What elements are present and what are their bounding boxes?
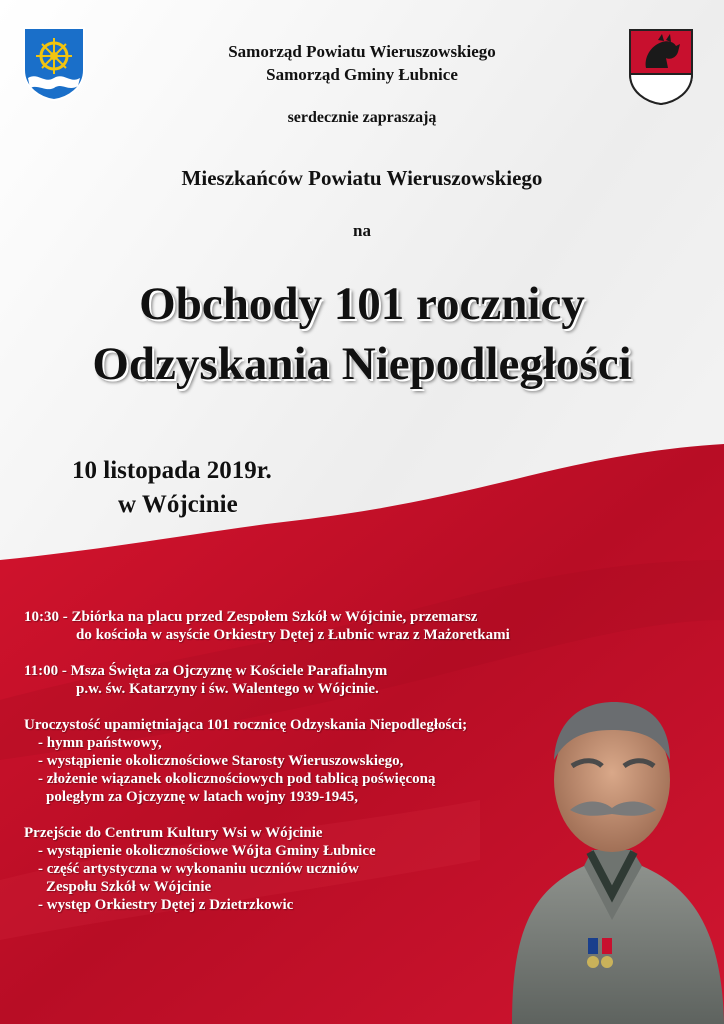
ceremony-item: - hymn państwowy, bbox=[38, 735, 162, 751]
transfer-item: - wystąpienie okolicznościowe Wójta Gminy Łubnice bbox=[38, 843, 376, 859]
program-item-1-line-1: 10:30 - Zbiórka na placu przed Zespołem Szkół w Wójcinie, przemarsz bbox=[24, 609, 478, 625]
event-location: w Wójcinie bbox=[118, 491, 238, 518]
organizer-line-1: Samorząd Powiatu Wieruszowskiego bbox=[228, 42, 496, 61]
ceremony-title: Uroczystość upamiętniająca 101 rocznicę Odzyskania Niepodległości; bbox=[24, 717, 468, 733]
program-item-2-line-1: 11:00 - Msza Święta za Ojczyznę w Kościele Parafialnym bbox=[24, 663, 388, 679]
ceremony-item: - wystąpienie okolicznościowe Starosty Wieruszowskiego, bbox=[38, 753, 404, 769]
transfer-title: Przejście do Centrum Kultury Wsi w Wójcinie bbox=[24, 825, 323, 841]
ceremony-item: - złożenie wiązanek okolicznościowych pod tablicą poświęconą bbox=[38, 771, 436, 787]
event-program bbox=[24, 608, 584, 914]
ceremony-item: poległym za Ojczyznę w latach wojny 1939-1945, bbox=[46, 789, 359, 805]
transfer-item: - część artystyczna w wykonaniu uczniów uczniów bbox=[38, 861, 359, 877]
transfer-item: - występ Orkiestry Dętej z Dzietrzkowic bbox=[38, 897, 294, 913]
program-item-2-line-2: p.w. św. Katarzyny i św. Walentego w Wójcinie. bbox=[76, 681, 379, 697]
event-title-line-1: Obchody 101 rocznicy bbox=[139, 278, 585, 330]
organizer-line-2: Samorząd Gminy Łubnice bbox=[266, 65, 458, 84]
program-item-1-line-2: do kościoła w asyście Orkiestry Dętej z Łubnic wraz z Mażoretkami bbox=[76, 627, 510, 643]
connector-text: na bbox=[353, 221, 371, 240]
transfer-item: Zespołu Szkół w Wójcinie bbox=[46, 879, 212, 895]
invited-guests: Mieszkańców Powiatu Wieruszowskiego bbox=[181, 166, 543, 190]
event-title-line-2: Odzyskania Niepodległości bbox=[92, 338, 632, 390]
wieruszow-county-crest-icon bbox=[22, 26, 86, 102]
invitation-text: serdecznie zapraszają bbox=[287, 109, 437, 126]
event-date: 10 listopada 2019r. bbox=[72, 457, 272, 484]
